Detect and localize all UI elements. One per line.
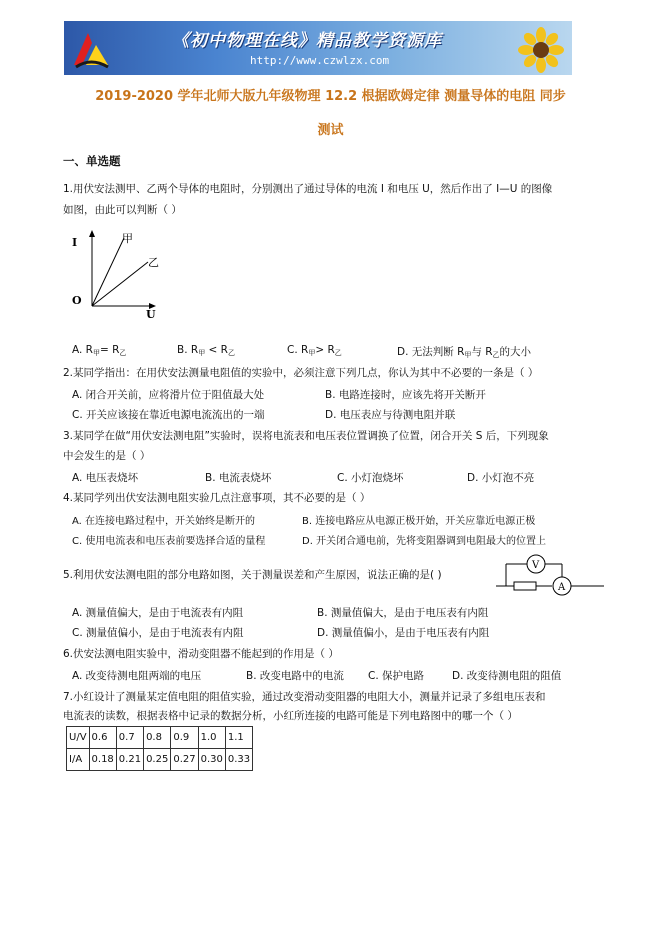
sunflower-icon: [518, 27, 564, 73]
svg-text:V: V: [532, 560, 540, 571]
q5-option-a[interactable]: A. 测量值偏大，是由于电流表有内阻: [72, 607, 244, 619]
q1-iu-graph: [66, 228, 166, 320]
q4-option-b[interactable]: B. 连接电路应从电源正极开始，开关应靠近电源正极: [302, 516, 536, 527]
q3-option-b[interactable]: B. 电流表烧坏: [205, 472, 272, 484]
q4-option-a[interactable]: A. 在连接电路过程中，开关始终是断开的: [72, 516, 256, 527]
q6-option-b[interactable]: B. 改变电路中的电流: [246, 670, 344, 682]
table-row-voltage: U/V 0.6 0.7 0.8 0.9 1.0 1.1: [67, 727, 253, 749]
q2-option-c[interactable]: C. 开关应该接在靠近电源电流流出的一端: [72, 409, 265, 421]
axis-i-label: I: [72, 236, 78, 249]
line-yi: [92, 262, 148, 306]
line-jia-label: 甲: [122, 232, 133, 245]
q2-text: 2.某同学指出：在用伏安法测量电阻值的实验中，必须注意下列几点，你认为其中不必要的一条是（ ）: [63, 367, 539, 379]
section-heading: 一、单选题: [63, 154, 121, 168]
q4-text: 4.某同学列出伏安法测电阻实验几点注意事项，其不必要的是（ ）: [63, 492, 371, 504]
resistor-icon: [514, 582, 536, 590]
q1-option-d[interactable]: D. 无法判断 $R_甲$与 $R_乙$的大小: [397, 346, 532, 359]
svg-text:A: A: [558, 582, 566, 593]
q1-option-a[interactable]: A. $R_甲= R_乙$: [72, 344, 127, 357]
header-banner: [64, 21, 572, 75]
q1-text-line2: 如图，由此可以判断（ ）: [63, 204, 182, 216]
line-jia: [92, 238, 124, 306]
q7-data-table: [66, 726, 253, 771]
q6-option-a[interactable]: A. 改变待测电阻两端的电压: [72, 670, 202, 682]
q3-option-c[interactable]: C. 小灯泡烧坏: [337, 472, 404, 484]
q6-option-d[interactable]: D. 改变待测电阻的阻值: [452, 670, 562, 682]
q3-option-a[interactable]: A. 电压表烧坏: [72, 472, 139, 484]
q1-option-c[interactable]: C. $R_甲> R_乙$: [287, 344, 342, 357]
q1-option-b[interactable]: B. $R_甲 < R_乙$: [177, 344, 235, 357]
q3-option-d[interactable]: D. 小灯泡不亮: [467, 472, 535, 484]
line-yi-label: 乙: [148, 256, 159, 269]
banner-title: 《初中物理在线》精品教学资源库: [172, 31, 442, 51]
q5-text: 5.利用伏安法测电阻的部分电路如图，关于测量误差和产生原因，说法正确的是( ): [63, 569, 442, 581]
q1-text-line1: 1.用伏安法测甲、乙两个导体的电阻时，分别测出了通过导体的电流 I 和电压 U，然后作出了 I—U 的图像: [63, 183, 553, 195]
q4-option-d[interactable]: D. 开关闭合通电前，先将变阻器调到电阻最大的位置上: [302, 536, 547, 547]
q5-circuit-diagram: [492, 550, 610, 596]
table-row-current: I/A 0.18 0.21 0.25 0.27 0.30 0.33: [67, 749, 253, 771]
q2-option-b[interactable]: B. 电路连接时，应该先将开关断开: [325, 389, 486, 401]
q5-option-c[interactable]: C. 测量值偏小，是由于电流表有内阻: [72, 627, 244, 639]
q5-option-d[interactable]: D. 测量值偏小，是由于电压表有内阻: [317, 627, 490, 639]
q5-option-b[interactable]: B. 测量值偏大，是由于电压表有内阻: [317, 607, 489, 619]
banner-url[interactable]: http://www.czwlzx.com: [250, 54, 390, 67]
q7-text-line1: 7.小红设计了测量某定值电阻的阻值实验，通过改变滑动变阻器的电阻大小，测量并记录了多组电压表和: [63, 691, 546, 703]
i-axis-arrow-icon: [89, 230, 95, 237]
q4-option-c[interactable]: C. 使用电流表和电压表前要选择合适的量程: [72, 536, 266, 547]
q6-text: 6.伏安法测电阻实验中，滑动变阻器不能起到的作用是（ ）: [63, 648, 339, 660]
site-logo-icon: [70, 27, 112, 69]
q2-option-a[interactable]: A. 闭合开关前，应将滑片位于阻值最大处: [72, 389, 265, 401]
document-title-line2: 测试: [317, 123, 344, 138]
axis-u-label: U: [146, 308, 156, 320]
q7-text-line2: 电流表的读数，根据表格中记录的数据分析，小红所连接的电路可能是下列电路图中的哪一个（ ）: [63, 710, 518, 722]
q3-text-line1: 3.某同学在做“用伏安法测电阻”实验时，误将电流表和电压表位置调换了位置，闭合开关 S 后，下列现象: [63, 430, 549, 442]
q3-text-line2: 中会发生的是（ ）: [63, 450, 151, 462]
document-title-line1: 2019-2020 学年北师大版九年级物理 12.2 根据欧姆定律 测量导体的电阻 同步: [95, 89, 566, 104]
q6-option-c[interactable]: C. 保护电路: [368, 670, 425, 682]
origin-label: O: [72, 294, 82, 307]
q2-option-d[interactable]: D. 电压表应与待测电阻并联: [325, 409, 456, 421]
